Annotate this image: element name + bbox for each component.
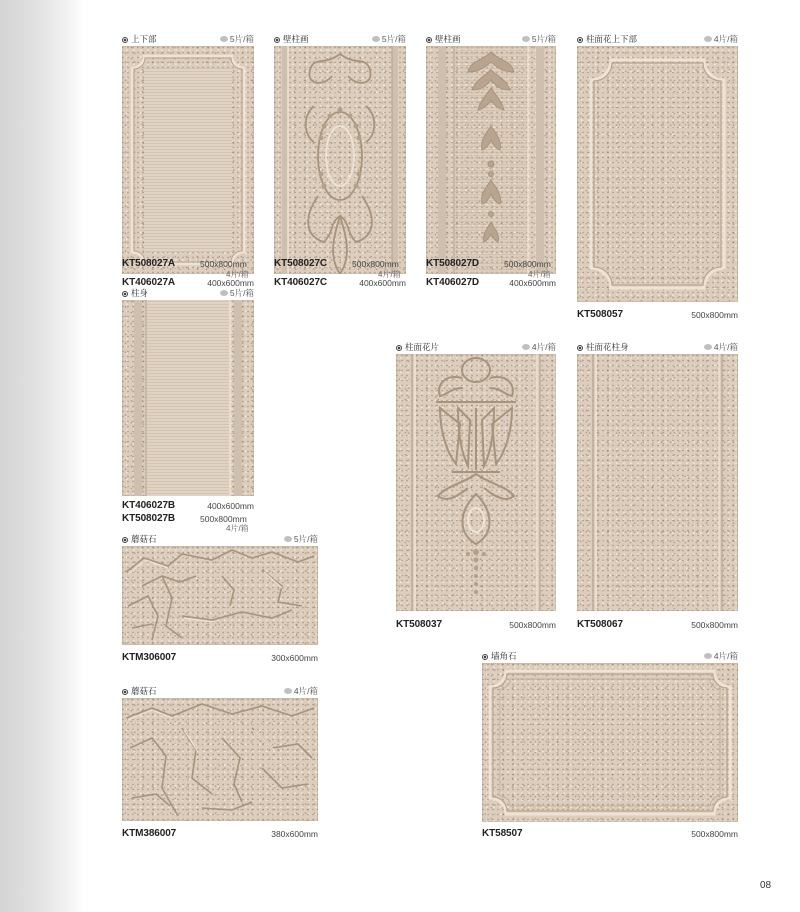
qty-text: 4片/箱 (531, 342, 556, 352)
radio-dot-icon (577, 345, 583, 351)
product-code: KT508067 (577, 619, 623, 630)
product-kt508067 (577, 341, 738, 633)
product-kt58507 (482, 650, 738, 842)
box-quantity (372, 33, 406, 45)
radio-dot-icon (122, 291, 128, 297)
product-size: 500x800mm (691, 829, 738, 839)
category-text: 柱身 (131, 288, 149, 298)
product-code: KTM306007 (122, 652, 177, 663)
box-quantity (220, 287, 254, 299)
radio-dot-icon (482, 654, 488, 660)
qty-text: 4片/箱 (226, 270, 249, 279)
product-code: KT508037 (396, 619, 442, 630)
product-header (426, 33, 556, 45)
tile-image (577, 354, 738, 611)
tile-image (577, 46, 738, 302)
product-code: KT508057 (577, 309, 623, 320)
tile-image (122, 698, 318, 821)
product-size: 500x800mm (691, 620, 738, 630)
product-size-2: 500x800mm (200, 514, 247, 524)
product-size: 400x600mm (509, 278, 556, 288)
product-header (122, 685, 318, 697)
product-header (577, 341, 738, 353)
qty-text: 5片/箱 (229, 288, 254, 298)
category-label (122, 287, 148, 299)
tile-relief (396, 354, 556, 611)
qty-text: 5片/箱 (531, 34, 556, 44)
product-kt406027c (274, 33, 406, 288)
speech-bubble-icon (284, 688, 292, 694)
tile-relief (274, 46, 406, 274)
product-code: KTM386007 (122, 828, 177, 839)
category-text: 上下部 (131, 34, 157, 44)
product-kt406027b (122, 287, 254, 537)
qty-text: 4片/箱 (293, 686, 318, 696)
qty-text: 4片/箱 (713, 342, 738, 352)
category-text: 柱面花上下部 (586, 34, 638, 44)
speech-bubble-icon (522, 344, 530, 350)
box-quantity-2 (528, 269, 551, 280)
tile-image (482, 663, 738, 822)
product-size: 500x800mm (691, 310, 738, 320)
product-size-2: 500x800mm (352, 259, 399, 269)
product-code: KT406027B (122, 500, 176, 511)
category-text: 柱面花柱身 (586, 342, 629, 352)
speech-bubble-icon (704, 36, 712, 42)
tile-image (396, 354, 556, 611)
speech-bubble-icon (704, 344, 712, 350)
qty-text: 4片/箱 (528, 270, 551, 279)
category-text: 蘑菇石 (131, 686, 157, 696)
product-code: KT406027A (122, 277, 176, 288)
tile-image (274, 46, 406, 274)
box-quantity (704, 341, 738, 353)
box-quantity (522, 33, 556, 45)
tile-relief (122, 46, 254, 274)
product-code-2: KT508027B (122, 513, 176, 524)
category-label (426, 33, 461, 45)
product-ktm386007 (122, 685, 318, 841)
box-quantity-2 (226, 269, 249, 280)
box-quantity (704, 33, 738, 45)
product-code-2: KT508027D (426, 258, 480, 269)
category-label (122, 33, 157, 45)
qty-text: 4片/箱 (226, 524, 249, 533)
radio-dot-icon (274, 37, 280, 43)
speech-bubble-icon (372, 36, 380, 42)
product-ktm306007 (122, 533, 318, 665)
qty-text: 4片/箱 (378, 270, 401, 279)
product-size: 300x600mm (271, 653, 318, 663)
category-label (577, 33, 637, 45)
category-label (274, 33, 309, 45)
box-quantity (284, 685, 318, 697)
product-code: KT406027D (426, 277, 480, 288)
book-spine-shadow (0, 0, 84, 912)
tile-relief (577, 354, 738, 611)
category-text: 柱面花片 (405, 342, 440, 352)
tile-image (122, 46, 254, 274)
radio-dot-icon (122, 537, 128, 543)
box-quantity (284, 533, 318, 545)
product-code: KT406027C (274, 277, 328, 288)
product-kt508057 (577, 33, 738, 323)
product-header (122, 33, 254, 45)
product-header (122, 533, 318, 545)
product-size: 380x600mm (271, 829, 318, 839)
product-size-2: 500x800mm (200, 259, 247, 269)
product-header (482, 650, 738, 662)
radio-dot-icon (426, 37, 432, 43)
tile-image (122, 300, 254, 496)
box-quantity (704, 650, 738, 662)
page-number: 08 (760, 880, 772, 891)
category-text: 蘑菇石 (131, 534, 157, 544)
product-size: 500x800mm (509, 620, 556, 630)
tile-relief (122, 698, 318, 821)
radio-dot-icon (396, 345, 402, 351)
product-code-2: KT508027C (274, 258, 328, 269)
product-kt406027a (122, 33, 254, 288)
radio-dot-icon (122, 689, 128, 695)
qty-text: 4片/箱 (713, 34, 738, 44)
tile-relief (577, 46, 738, 302)
tile-image (122, 546, 318, 645)
box-quantity (220, 33, 254, 45)
category-text: 壁柱画 (283, 34, 309, 44)
product-kt508037 (396, 341, 556, 633)
speech-bubble-icon (704, 653, 712, 659)
speech-bubble-icon (284, 536, 292, 542)
tile-relief (122, 546, 318, 645)
box-quantity-2 (378, 269, 401, 280)
product-header (396, 341, 556, 353)
speech-bubble-icon (522, 36, 530, 42)
tile-relief (482, 663, 738, 822)
product-size-2: 500x800mm (504, 259, 551, 269)
category-label (122, 685, 157, 697)
product-code-2: KT508027A (122, 258, 176, 269)
product-header (577, 33, 738, 45)
product-size: 400x600mm (207, 501, 254, 511)
tile-relief (426, 46, 556, 274)
speech-bubble-icon (220, 290, 228, 296)
product-header (122, 287, 254, 299)
qty-text: 5片/箱 (381, 34, 406, 44)
product-size: 400x600mm (207, 278, 254, 288)
speech-bubble-icon (220, 36, 228, 42)
product-header (274, 33, 406, 45)
qty-text: 4片/箱 (713, 651, 738, 661)
category-label (577, 341, 629, 353)
qty-text: 5片/箱 (293, 534, 318, 544)
qty-text: 5片/箱 (229, 34, 254, 44)
tile-image (426, 46, 556, 274)
product-size: 400x600mm (359, 278, 406, 288)
radio-dot-icon (122, 37, 128, 43)
product-kt406027d (426, 33, 556, 288)
product-code: KT58507 (482, 828, 523, 839)
category-label (122, 533, 157, 545)
category-label (482, 650, 517, 662)
category-text: 壁柱画 (435, 34, 461, 44)
radio-dot-icon (577, 37, 583, 43)
category-text: 墙角石 (491, 651, 517, 661)
tile-relief (122, 300, 254, 496)
category-label (396, 341, 439, 353)
box-quantity (522, 341, 556, 353)
